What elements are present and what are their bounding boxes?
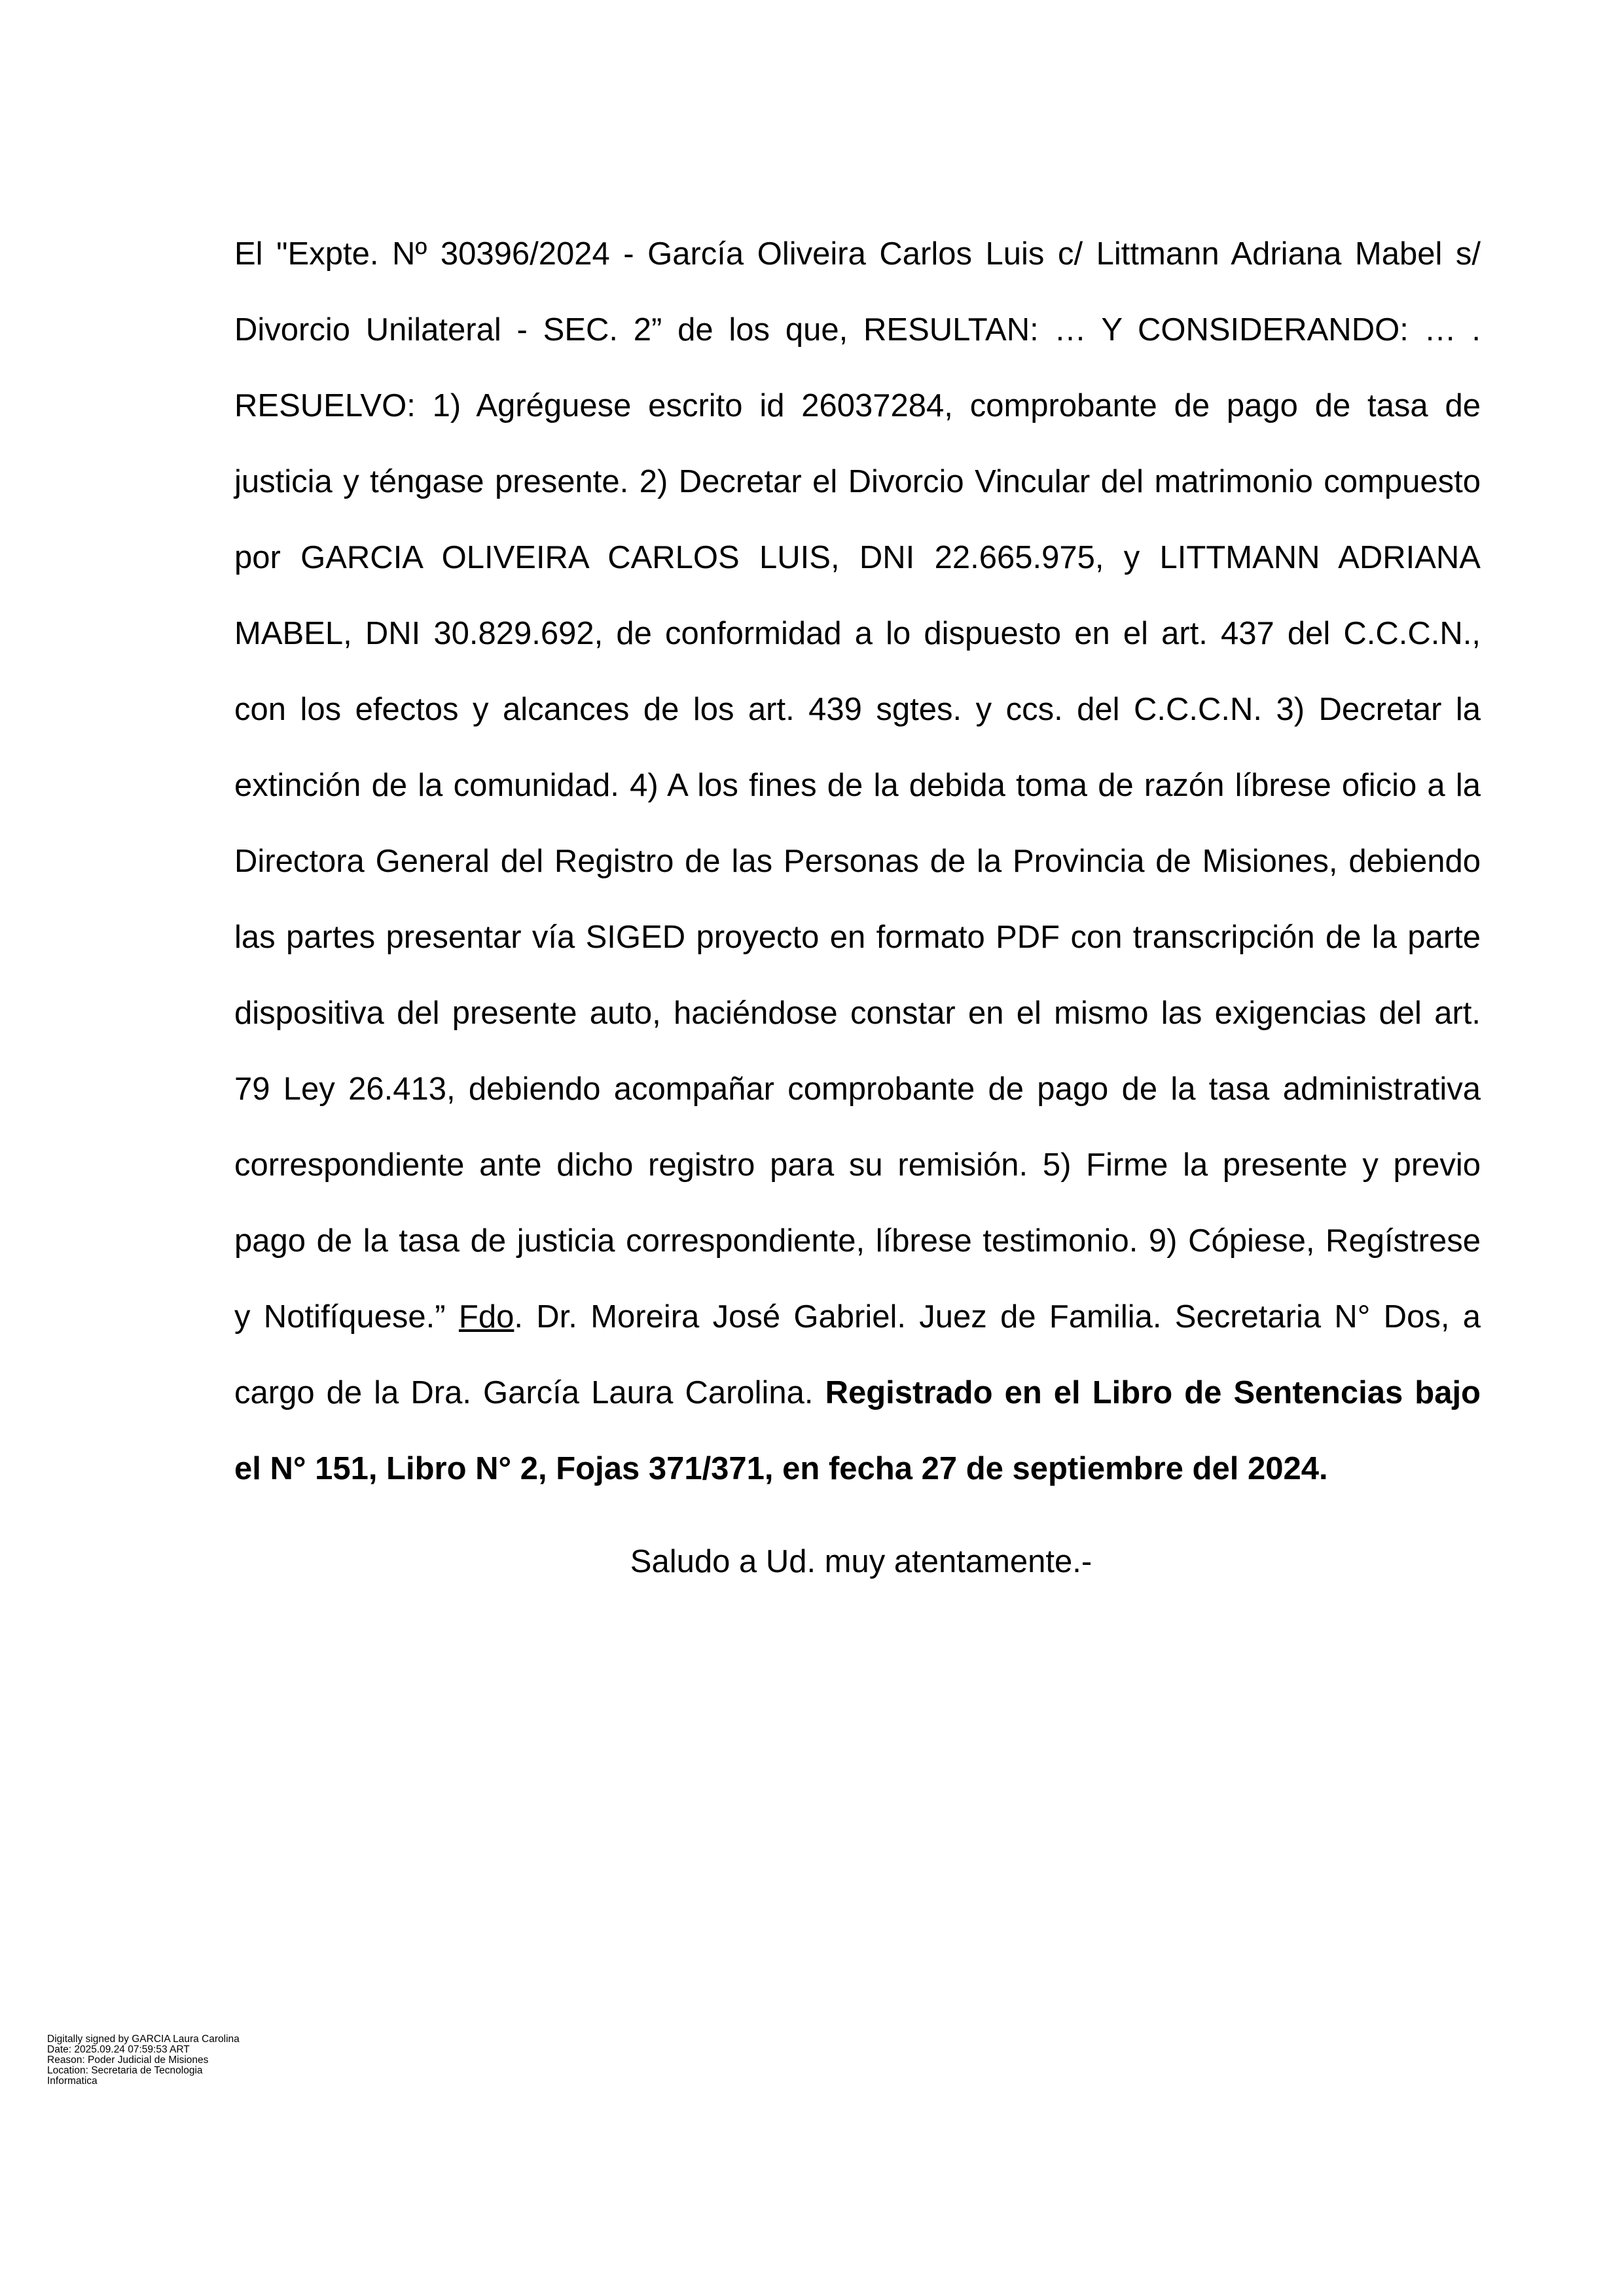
body-line — [234, 1279, 1481, 1355]
body-line: justicia y téngase presente. 2) Decretar el Divorcio Vincular del matrimonio compuesto — [234, 464, 1481, 499]
body-line — [234, 1355, 1481, 1431]
fdo-underlined: Fdo — [458, 1299, 514, 1335]
body-line: MABEL, DNI 30.829.692, de conformidad a lo dispuesto en el art. 437 del C.C.C.N., — [234, 616, 1481, 651]
body-line: Directora General del Registro de las Personas de la Provincia de Misiones, debiendo — [234, 844, 1481, 879]
body-line: extinción de la comunidad. 4) A los fines de la debida toma de razón líbrese oficio a la — [234, 768, 1481, 803]
body-line: correspondiente ante dicho registro para su remisión. 5) Firme la presente y previo — [234, 1147, 1481, 1183]
body-line: dispositiva del presente auto, haciéndose constar en el mismo las exigencias del art. — [234, 996, 1481, 1031]
signature-date: Date: 2025.09.24 07:59:53 ART — [47, 2044, 190, 2055]
body-line: las partes presentar vía SIGED proyecto en formato PDF con transcripción de la parte — [234, 920, 1481, 955]
signature-location-cont: Informatica — [47, 2075, 98, 2087]
text: y Notifíquese.” — [234, 1299, 459, 1335]
closing-salutation: Saludo a Ud. muy atentamente.- — [630, 1544, 1092, 1579]
body-line: RESUELVO: 1) Agréguese escrito id 26037284, comprobante de pago de tasa de — [234, 388, 1481, 423]
text: cargo de la Dra. García Laura Carolina. — [234, 1375, 825, 1410]
signature-location: Location: Secretaria de Tecnologia — [47, 2065, 203, 2076]
body-line: Divorcio Unilateral - SEC. 2” de los que, RESULTAN: … Y CONSIDERANDO: … . — [234, 312, 1481, 348]
registration-bold-line: el N° 151, Libro N° 2, Fojas 371/371, en fecha 27 de septiembre del 2024. — [234, 1451, 1328, 1486]
body-line: pago de la tasa de justicia correspondiente, líbrese testimonio. 9) Cópiese, Regístrese — [234, 1223, 1481, 1259]
signature-reason: Reason: Poder Judicial de Misiones — [47, 2054, 209, 2066]
registration-bold: Registrado en el Libro de Sentencias bajo — [825, 1375, 1481, 1410]
body-line: 79 Ley 26.413, debiendo acompañar comprobante de pago de la tasa administrativa — [234, 1071, 1481, 1107]
body-line: por GARCIA OLIVEIRA CARLOS LUIS, DNI 22.665.975, y LITTMANN ADRIANA — [234, 540, 1481, 575]
digital-signature-block — [47, 2034, 240, 2087]
body-line: con los efectos y alcances de los art. 439 sgtes. y ccs. del C.C.C.N. 3) Decretar la — [234, 692, 1481, 727]
body-line: El "Expte. Nº 30396/2024 - García Oliveira Carlos Luis c/ Littmann Adriana Mabel s/ — [234, 236, 1481, 272]
text: . Dr. Moreira José Gabriel. Juez de Familia. Secretaria N° Dos, a — [514, 1299, 1481, 1335]
resolution-body — [234, 216, 1481, 1507]
signed-by: Digitally signed by GARCIA Laura Carolina — [47, 2034, 240, 2045]
